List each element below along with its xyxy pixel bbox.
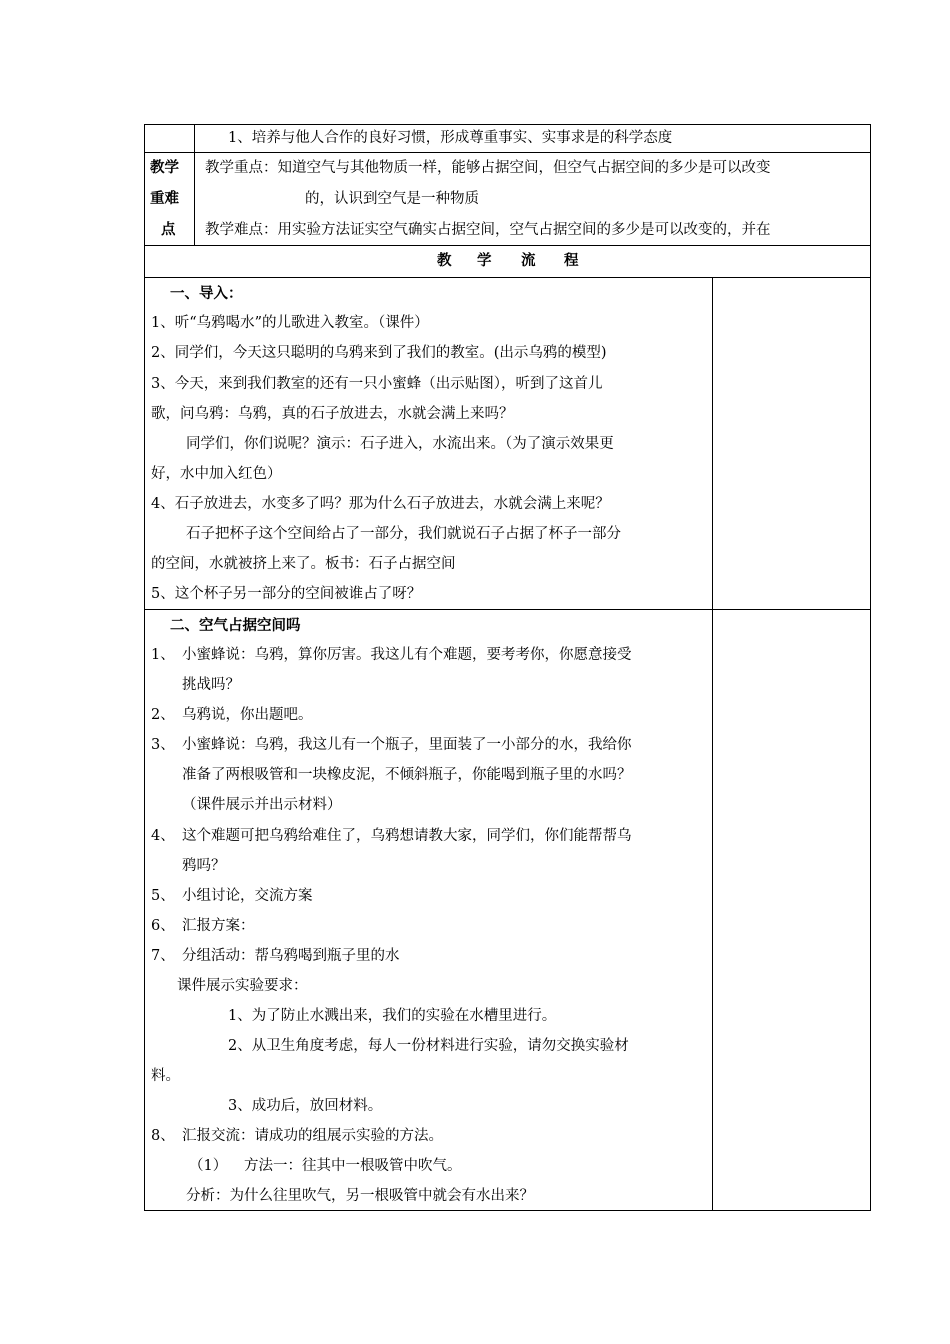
list-item-text: 准备了两根吸管和一块橡皮泥，不倾斜瓶子，你能喝到瓶子里的水吗？ (182, 767, 632, 783)
notes-column-divider (712, 277, 713, 1211)
list-item-number: 8、 (151, 1128, 175, 1144)
table-border-top (144, 124, 871, 125)
experiment-requirement: 2、从卫生角度考虑，每人一份材料进行实验，请勿交换实验材 (228, 1038, 629, 1054)
key-points-label-line3: 点 (161, 221, 176, 238)
experiment-requirement: 1、为了防止水溅出来，我们的实验在水槽里进行。 (228, 1008, 557, 1024)
section1-line: 石子把杯子这个空间给占了一部分，我们就说石子占据了杯子一部分 (186, 526, 621, 542)
list-item-text: 这个难题可把乌鸦给难住了，乌鸦想请教大家，同学们，你们能帮帮乌 (182, 828, 632, 844)
list-item-text: 挑战吗？ (182, 677, 240, 693)
list-item-text: 汇报交流：请成功的组展示实验的方法。 (182, 1128, 443, 1144)
list-item-number: 3、 (151, 737, 175, 753)
list-item-text: 小蜜蜂说：乌鸦，我这儿有一个瓶子，里面装了一小部分的水，我给你 (182, 737, 632, 753)
process-header-char: 流 (521, 252, 536, 269)
section1-line: 歌，问乌鸦：乌鸦，真的石子放进去，水就会满上来吗？ (151, 406, 514, 422)
experiment-requirement: 料。 (151, 1068, 180, 1084)
teaching-difficulty-line1: 教学难点：用实验方法证实空气确实占据空间，空气占据空间的多少是可以改变的，并在 (205, 222, 771, 238)
section1-line: 4、石子放进去，水变多了吗？那为什么石子放进去，水就会满上来呢？ (151, 496, 610, 512)
experiment-requirement: 3、成功后，放回材料。 (228, 1098, 383, 1114)
list-item-text: 乌鸦说，你出题吧。 (182, 707, 313, 723)
list-item-number: 7、 (151, 948, 175, 964)
teaching-focus-line1: 教学重点：知道空气与其他物质一样，能够占据空间，但空气占据空间的多少是可以改变 (205, 160, 771, 176)
list-item-number: 4、 (151, 828, 175, 844)
list-item-text: 分组活动：帮乌鸦喝到瓶子里的水 (182, 948, 400, 964)
table-border-right (870, 124, 871, 1211)
key-points-label-line2: 重难 (150, 190, 179, 207)
list-item-text: 鸦吗？ (182, 858, 226, 874)
list-item-text: 汇报方案： (182, 918, 255, 934)
row-divider (144, 152, 871, 153)
section1-line: 1、听“乌鸦喝水”的儿歌进入教室。（课件） (151, 315, 429, 331)
list-item-text: 小组讨论，交流方案 (182, 888, 313, 904)
table-border-bottom (144, 1210, 871, 1211)
list-item-text: （课件展示并出示材料） (182, 797, 342, 813)
section1-line: 2、同学们，今天这只聪明的乌鸦来到了我们的教室。(出示乌鸦的模型) (151, 345, 607, 361)
section1-line: 3、今天，来到我们教室的还有一只小蜜蜂（出示贴图），听到了这首儿 (151, 376, 603, 392)
method-number: （1） (189, 1158, 228, 1174)
teaching-focus-line2: 的，认识到空气是一种物质 (305, 191, 479, 207)
list-item-text: 小蜜蜂说：乌鸦，算你厉害。我这儿有个难题，要考考你，你愿意接受 (182, 647, 632, 663)
section1-line: 的空间，水就被挤上来了。板书：石子占据空间 (151, 556, 456, 572)
list-item-number: 1、 (151, 647, 175, 663)
process-header-char: 程 (564, 252, 579, 269)
section1-line: 5、这个杯子另一部分的空间被谁占了呀？ (151, 586, 422, 602)
experiment-requirements-title: 课件展示实验要求： (177, 978, 308, 994)
method-text: 方法一：往其中一根吸管中吹气。 (244, 1158, 462, 1174)
analysis-text: 分析：为什么往里吹气，另一根吸管中就会有水出来？ (186, 1188, 534, 1204)
section1-line: 同学们，你们说呢？演示：石子进入，水流出来。（为了演示效果更 (186, 436, 614, 452)
row-divider (144, 609, 871, 610)
process-header-char: 学 (477, 252, 492, 269)
key-points-label-line1: 教学 (150, 159, 179, 176)
list-item-number: 6、 (151, 918, 175, 934)
goal-text: 1、培养与他人合作的良好习惯，形成尊重事实、实事求是的科学态度 (228, 130, 673, 146)
list-item-number: 5、 (151, 888, 175, 904)
section2-heading: 二、空气占据空间吗 (170, 617, 301, 634)
label-column-divider (194, 124, 195, 246)
row-divider (144, 277, 871, 278)
list-item-number: 2、 (151, 707, 175, 723)
section1-heading: 一、导入： (170, 285, 243, 302)
row-divider (144, 245, 871, 246)
process-header-char: 教 (437, 252, 452, 269)
table-border-left (144, 124, 145, 1211)
section1-line: 好，水中加入红色） (151, 466, 282, 482)
